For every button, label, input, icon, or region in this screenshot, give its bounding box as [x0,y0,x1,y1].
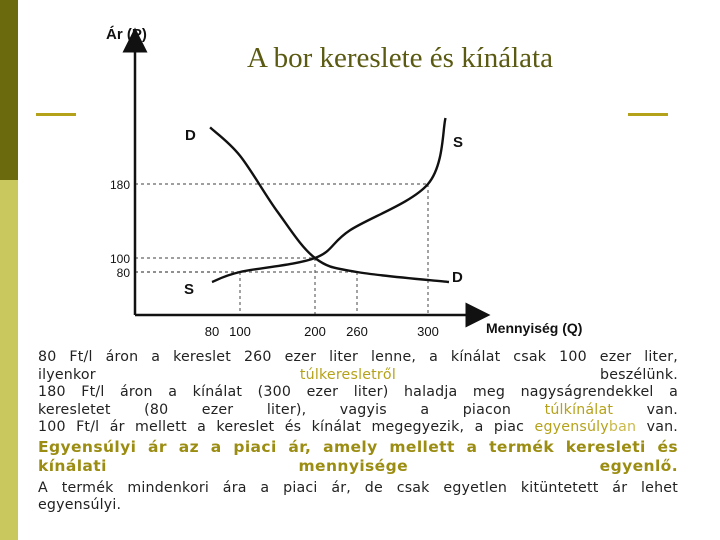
text-fragment: keresletet (80 ezer liter), vagyis a piacon [38,401,545,418]
x-axis-label: Mennyiség (Q) [486,320,583,336]
paragraph-surplus [38,384,678,419]
paragraph-line [38,402,678,420]
paragraph-shortage [38,349,678,384]
text-fragment: ban [608,419,637,435]
decorative-line-right [628,113,668,116]
text-fragment: ilyenkor [38,366,300,383]
y-tick-label: 80 [116,266,130,280]
curve-label-end: D [452,269,463,286]
paragraph-line [38,419,678,437]
definition-line: kínálati mennyisége egyenlő. [38,456,678,475]
x-tick-label: 300 [417,324,439,339]
paragraph-line [38,367,678,385]
curve-label-start: D [185,127,196,144]
highlight-term: túlkínálat [544,401,614,418]
x-tick-label: 80 [204,324,220,339]
text-fragment: 100 Ft/l ár mellett a kereslet és kínálat megegyezik, a piac [38,419,535,435]
text-fragment: van. [613,401,679,418]
y-tick-label: 180 [109,178,130,192]
curve-label-start: S [184,281,195,298]
explanation-text [38,349,678,515]
highlight-term: túlkeresletről [299,366,396,383]
highlight-term: egyensúly [534,419,609,435]
text-fragment: van. [636,419,678,435]
curve-D [210,127,449,282]
paragraph-equilibrium [38,419,678,437]
definition-line: Egyensúlyi ár az a piaci ár, amely mellett a termék keresleti és [38,437,678,456]
x-tick-label: 100 [229,324,251,339]
paragraph-line: 180 Ft/l áron a kínálat (300 ezer liter) haladja meg nagyságrendekkel a [38,384,678,400]
curve-label-end: S [453,134,464,151]
x-tick-label: 200 [304,324,326,339]
paragraph-line: egyensúlyi. [38,497,122,513]
paragraph-line: 80 Ft/l áron a kereslet 260 ezer liter lenne, a kínálat csak 100 ezer liter, [38,349,678,365]
paragraph-market-price [38,480,678,515]
y-tick-label: 100 [109,252,130,266]
x-tick-label: 260 [346,324,368,339]
decorative-line-left [36,113,76,116]
page-title: A bor kereslete és kínálata [247,42,553,74]
equilibrium-definition [38,438,678,476]
text-fragment: beszélünk. [395,366,678,383]
y-axis-label: Ár (P) [106,26,147,43]
paragraph-line: A termék mindenkori ára a piaci ár, de csak egyetlen kitüntetett ár lehet [38,479,678,496]
guide-lines [135,184,428,315]
curve-S [212,118,446,282]
curves [184,118,463,298]
